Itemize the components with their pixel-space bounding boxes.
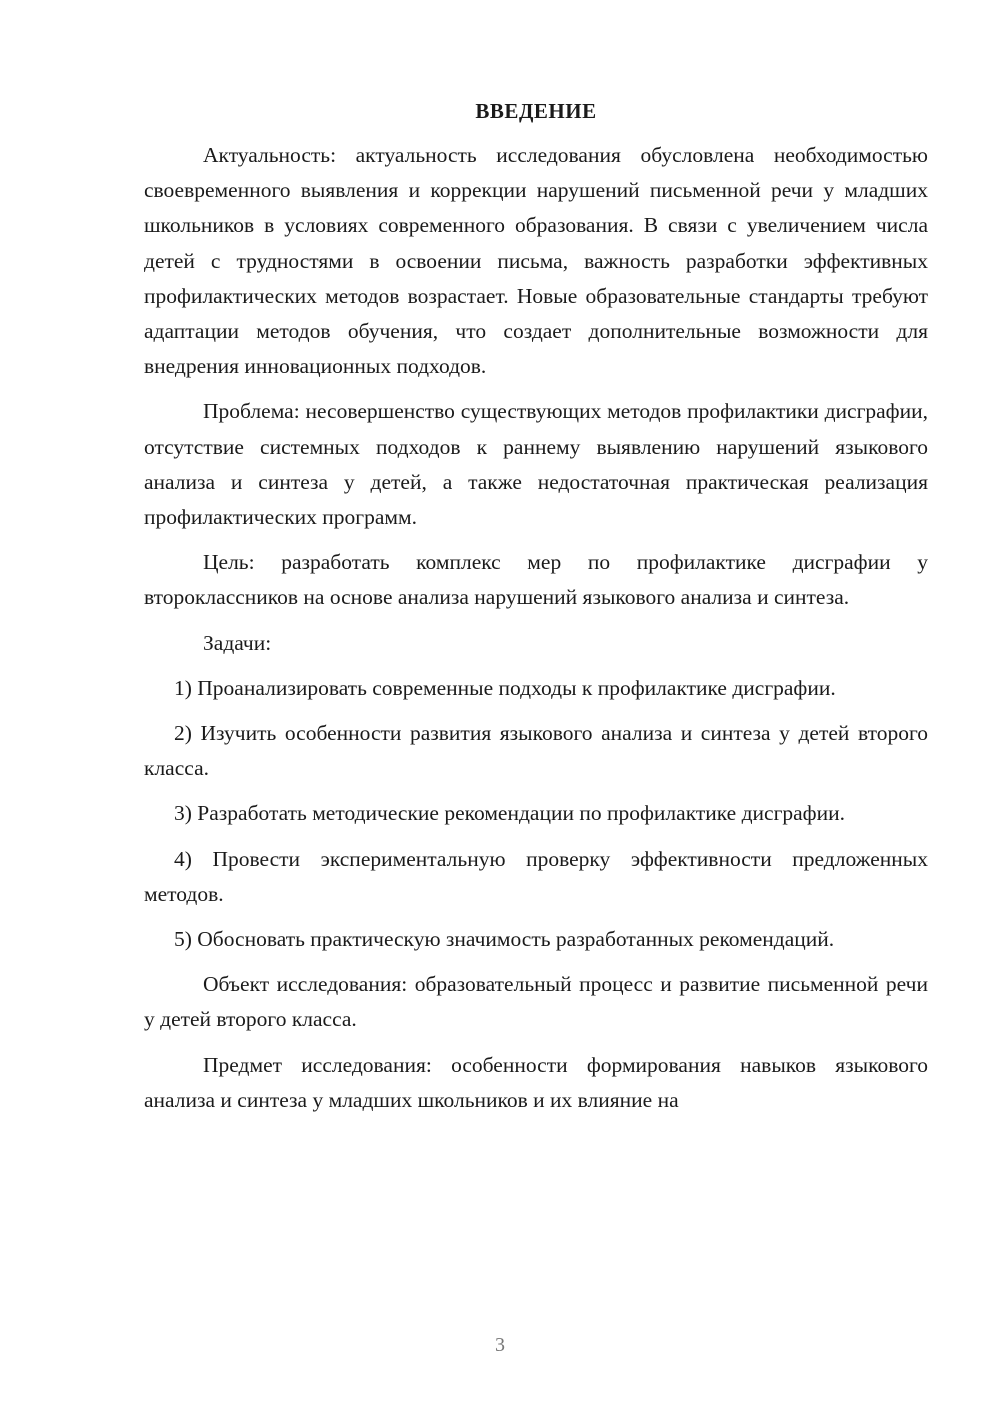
section-title: ВВЕДЕНИЕ: [475, 99, 597, 123]
document-page: [144, 96, 928, 1118]
object-paragraph: Объект исследования: образовательный процесс и развитие письменной речи у детей второго класса.: [144, 972, 928, 1032]
tasks-heading: Задачи:: [203, 630, 272, 655]
list-item: 3) Разработать методические рекомендации по профилактике дисграфии.: [174, 801, 846, 826]
list-item: 4) Провести экспериментальную проверку эффективности предложенных методов.: [144, 846, 928, 906]
page-number: 3: [495, 1334, 505, 1356]
list-item: 5) Обосновать практическую значимость разработанных рекомендаций.: [174, 927, 835, 952]
tasks-list: [144, 671, 928, 957]
relevance-paragraph: Актуальность: актуальность исследования обусловлена необходимостью своевременного выявления и коррекции нарушений письменной речи у младших школьников в условиях современного образования. В связи с увеличением числа детей с трудностями в освоении письма, важность разработки эффективных профилактических методов возрастает. Новые образовательные стандарты требуют адаптации методов обучения, что создает дополнительные возможности для внедрения инновационных подходов.: [144, 143, 928, 379]
subject-paragraph: Предмет исследования: особенности формирования навыков языкового анализа и синтеза у младших школьников и их влияние на: [144, 1052, 928, 1112]
list-item: 1) Проанализировать современные подходы к профилактике дисграфии.: [174, 675, 836, 700]
goal-paragraph: Цель: разработать комплекс мер по профилактике дисграфии у второклассников на основе анализа нарушений языкового анализа и синтеза.: [144, 550, 928, 610]
problem-paragraph: Проблема: несовершенство существующих методов профилактики дисграфии, отсутствие системных подходов к раннему выявлению нарушений языкового анализа и синтеза у детей, а также недостаточная практическая реализация профилактических программ.: [144, 399, 928, 530]
list-item: 2) Изучить особенности развития языкового анализа и синтеза у детей второго класса.: [144, 721, 928, 781]
